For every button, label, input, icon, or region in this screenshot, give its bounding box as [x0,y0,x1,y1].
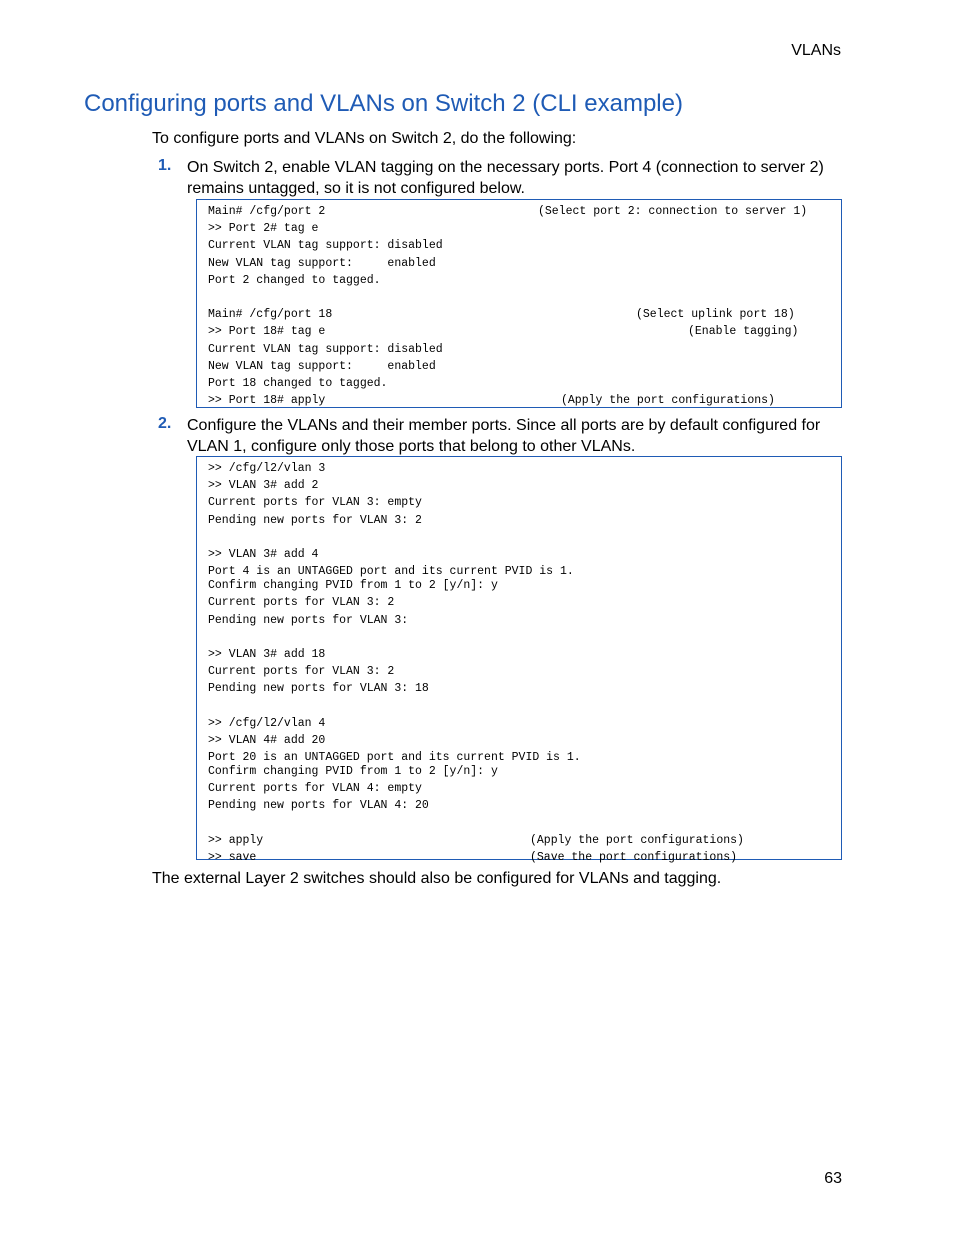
code-comment: (Enable tagging) [688,325,799,339]
code-command: New VLAN tag support: enabled [208,359,436,373]
page-number: 63 [824,1170,842,1187]
code-line [208,341,830,358]
code-line [208,646,830,663]
code-line [208,832,830,849]
cli-code-block-1 [196,199,842,408]
code-command: Pending new ports for VLAN 3: 2 [208,513,422,527]
code-command: Pending new ports for VLAN 3: 18 [208,682,429,696]
code-command: Port 18 changed to tagged. [208,376,388,390]
code-command: >> save [208,850,257,864]
code-command: Confirm changing PVID from 1 to 2 [y/n]: y [208,579,498,593]
code-command: Confirm changing PVID from 1 to 2 [y/n]: y [208,765,498,778]
code-comment: (Apply the port configurations) [561,394,775,408]
code-line [208,577,830,594]
intro-paragraph: To configure ports and VLANs on Switch 2, do the following: [152,130,577,147]
step-2 [152,415,862,457]
code-command: >> Port 18# apply [208,394,326,408]
code-line [208,797,830,814]
code-line [208,529,830,546]
code-command: >> Port 2# tag e [208,222,319,236]
code-line [208,849,830,866]
running-header: VLANs [791,42,841,59]
code-command: Current VLAN tag support: disabled [208,239,443,253]
code-line [208,680,830,697]
code-line [208,815,830,832]
code-command: >> VLAN 4# add 20 [208,733,326,747]
code-line [208,460,830,477]
section-title: Configuring ports and VLANs on Switch 2 (CLI example) [84,90,683,117]
code-comment: (Save the port configurations) [530,850,738,864]
code-line [208,546,830,563]
code-command: Current VLAN tag support: disabled [208,342,443,356]
code-line [208,477,830,494]
code-command: Main# /cfg/port 2 [208,205,326,218]
code-line [208,697,830,714]
code-command: >> Port 18# tag e [208,325,326,339]
code-line [208,663,830,680]
code-line [208,494,830,511]
code-line [208,220,830,237]
step-1 [152,157,862,199]
cli-code-block-2 [196,456,842,864]
code-line [208,237,830,254]
code-line [208,563,830,577]
code-line [208,392,830,409]
code-line [208,629,830,646]
code-command: Current ports for VLAN 3: empty [208,496,422,510]
code-line [208,749,830,763]
code-line [208,594,830,611]
code-command: Current ports for VLAN 3: 2 [208,665,395,679]
code-comment: (Select port 2: connection to server 1) [538,205,808,218]
code-line [208,375,830,392]
code-command: >> /cfg/l2/vlan 4 [208,716,326,730]
code-line [208,203,830,220]
code-line [208,612,830,629]
closing-paragraph: The external Layer 2 switches should also be configured for VLANs and tagging. [152,870,722,887]
code-line [208,780,830,797]
code-command: Current ports for VLAN 3: 2 [208,596,395,610]
code-command: >> VLAN 3# add 4 [208,547,319,561]
code-command: Port 2 changed to tagged. [208,273,381,287]
code-command: Current ports for VLAN 4: empty [208,782,422,796]
code-comment: (Select uplink port 18) [636,308,795,322]
code-line [208,323,830,340]
code-comment: (Apply the port configurations) [530,833,744,847]
code-line [208,255,830,272]
code-line [208,732,830,749]
code-line [208,715,830,732]
code-command: Port 4 is an UNTAGGED port and its current PVID is 1. [208,565,574,579]
code-command: >> VLAN 3# add 2 [208,479,319,493]
code-line [208,306,830,323]
code-command: Pending new ports for VLAN 4: 20 [208,799,429,813]
code-command: New VLAN tag support: enabled [208,256,436,270]
code-line [208,272,830,289]
code-command: Port 20 is an UNTAGGED port and its current PVID is 1. [208,751,581,764]
code-line [208,763,830,780]
code-command: Pending new ports for VLAN 3: [208,613,409,627]
step-number: 2. [158,415,172,432]
step-text: Configure the VLANs and their member ports. Since all ports are by default configured for VLAN 1, configure only those ports that belong to other VLANs. [187,417,821,455]
step-text: On Switch 2, enable VLAN tagging on the necessary ports. Port 4 (connection to server 2) remains untagged, so it is not configured below. [187,159,824,197]
step-number: 1. [158,157,172,174]
code-command: >> VLAN 3# add 18 [208,647,326,661]
code-line [208,289,830,306]
code-command: Main# /cfg/port 18 [208,308,333,322]
code-command: >> /cfg/l2/vlan 3 [208,462,326,475]
code-line [208,358,830,375]
code-line [208,512,830,529]
code-command: >> apply [208,833,264,847]
